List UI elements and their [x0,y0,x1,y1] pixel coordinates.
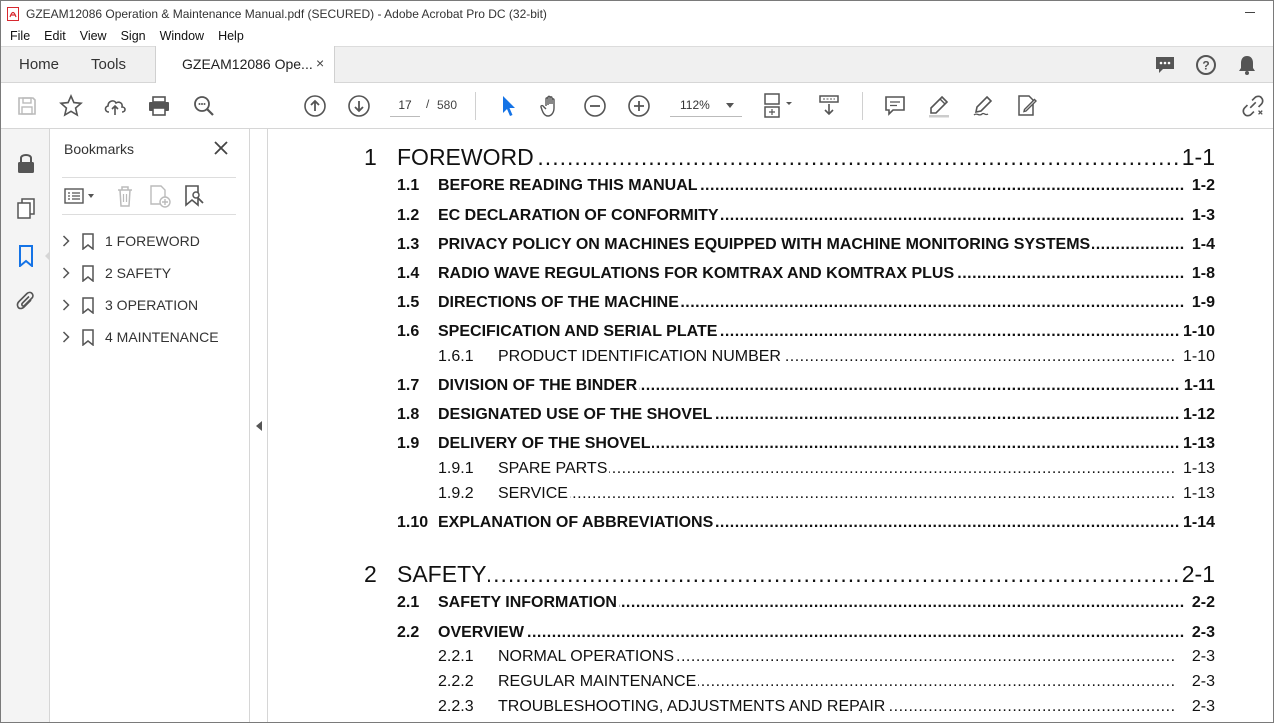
toc-number: 1.7 [397,377,420,394]
bookmark-item-operation[interactable] [60,289,250,321]
toolbar-divider [862,92,863,120]
bookmarks-panel-icon[interactable] [13,243,39,269]
toc-title: BEFORE READING THIS MANUAL ..... [438,177,1184,195]
notification-bell-icon[interactable] [1235,53,1259,77]
toc-page: 1-4 [1188,236,1215,254]
toc-number: 2.1 [397,594,420,611]
navigation-rail [1,129,50,723]
tab-tools[interactable]: Tools [91,56,127,73]
bookmark-label: 4 MAINTENANCE [105,329,219,345]
toc-number: 1.5 [397,294,420,311]
add-comment-icon[interactable] [883,94,907,118]
bookmark-item-foreword[interactable] [60,225,250,257]
toc-number: 1.2 [397,207,420,224]
toc-title: DELIVERY OF THE SHOVEL ..... [438,435,1184,453]
bookmarks-panel [50,129,250,723]
bookmark-label: 1 FOREWORD [105,233,200,249]
bookmark-icon [81,328,95,346]
bookmark-label: 2 SAFETY [105,265,172,281]
toc-title: SPARE PARTS ..... [498,460,1174,478]
toc-page: 1-3 [1188,207,1215,225]
chevron-right-icon[interactable] [60,331,72,343]
chevron-right-icon[interactable] [60,299,72,311]
collapse-arrow-icon[interactable] [256,421,262,431]
toc-page: 2-2 [1188,594,1215,612]
hand-tool-icon[interactable] [539,94,563,118]
toc-number: 1.9.1 [438,460,474,477]
tab-document-label: GZEAM12086 Ope... [182,56,313,72]
panel-collapse-strip[interactable] [250,129,268,723]
toc-title: TROUBLESHOOTING, ADJUSTMENTS AND REPAIR ..... [498,698,1174,716]
comment-bubble-icon[interactable] [1153,53,1177,77]
title-bar [1,1,1273,26]
pdf-page-view [269,129,1273,723]
menu-sign[interactable]: Sign [120,29,146,43]
menu-view[interactable]: View [79,29,107,43]
toc-page: 1-13 [1179,435,1215,453]
zoom-in-icon[interactable] [627,94,651,118]
bookmark-item-maintenance[interactable] [60,321,250,353]
fill-sign-icon[interactable] [1015,94,1039,118]
cloud-upload-icon[interactable] [103,94,127,118]
main-toolbar [1,83,1273,129]
tab-bar [1,46,1273,83]
menu-help[interactable]: Help [218,29,244,43]
toc-page: 1-11 [1180,377,1215,395]
toc-number: 1 [364,144,377,170]
toc-number: 1.9 [397,435,420,452]
menu-bar [1,26,1273,46]
toc-page: 2-3 [1188,648,1215,666]
tab-document[interactable] [155,46,335,84]
bookmarks-toolbar [62,177,236,215]
toc-number: 1.3 [397,236,420,253]
page-thumbnails-icon[interactable] [13,196,39,222]
toc-title: DIVISION OF THE BINDER ..... [438,377,1184,395]
draw-signature-icon[interactable] [971,94,995,118]
toc-title: NORMAL OPERATIONS ..... [498,648,1174,666]
toc-title: SPECIFICATION AND SERIAL PLATE ..... [438,323,1184,341]
bookmark-label: 3 OPERATION [105,297,199,313]
toc-page: 1-2 [1188,177,1215,195]
toc-title: DIRECTIONS OF THE MACHINE ..... [438,294,1184,312]
toc-page: 2-3 [1188,624,1215,642]
lock-icon[interactable] [13,150,39,176]
next-page-icon[interactable] [347,94,371,118]
toc-page: 2-1 [1178,561,1215,588]
scroll-mode-icon[interactable] [817,94,841,118]
help-icon[interactable] [1194,53,1218,77]
menu-edit[interactable]: Edit [44,29,66,43]
toc-title: PRIVACY POLICY ON MACHINES EQUIPPED WITH MACHINE MONITORING SYSTEMS ..... [438,236,1184,254]
toc-page: 1-10 [1179,323,1215,341]
window-title: GZEAM12086 Operation & Maintenance Manual.pdf (SECURED) - Adobe Acrobat Pro DC (32-bit) [26,6,547,21]
toc-page: 1-1 [1178,144,1215,171]
previous-page-icon[interactable] [303,94,327,118]
bookmarks-list [60,225,250,353]
toc-page: 2-3 [1188,673,1215,691]
toc-number: 1.10 [397,514,429,531]
zoom-out-icon[interactable] [583,94,607,118]
bookmark-search-icon[interactable] [182,183,206,209]
toc-page: 1-8 [1188,265,1215,283]
menu-file[interactable]: File [10,29,31,43]
toc-number: 2.2 [397,624,420,641]
tab-home[interactable]: Home [19,56,60,73]
toc-title: EC DECLARATION OF CONFORMITY ..... [438,207,1184,225]
toc-page: 1-14 [1179,514,1215,532]
share-link-icon[interactable] [1241,94,1265,118]
bookmark-icon [81,296,95,314]
toc-title: SAFETY ..... [397,561,1183,588]
page-number-input[interactable]: 17 [390,93,420,117]
toc-page: 1-13 [1179,460,1215,478]
menu-window[interactable]: Window [159,29,205,43]
toc-title: OVERVIEW ..... [438,624,1184,642]
toc-page: 1-13 [1179,485,1215,503]
chevron-down-icon [726,103,734,108]
toc-number: 2.2.3 [438,698,474,715]
toc-number: 2.2.2 [438,673,474,690]
close-icon[interactable] [212,139,230,157]
zoom-level-select[interactable] [670,93,742,117]
toc-number: 1.9.2 [438,485,474,502]
toc-title: EXPLANATION OF ABBREVIATIONS ..... [438,514,1184,532]
print-icon[interactable] [147,94,171,118]
minimize-button[interactable] [1245,12,1255,13]
toolbar-divider [475,92,476,120]
chevron-right-icon[interactable] [60,235,72,247]
page-fit-icon[interactable] [761,94,797,118]
bookmark-icon [81,264,95,282]
toc-page: 1-10 [1179,348,1215,366]
toc-title: REGULAR MAINTENANCE ..... [498,673,1174,691]
toc-title: DESIGNATED USE OF THE SHOVEL ..... [438,406,1184,424]
chevron-right-icon[interactable] [60,267,72,279]
toc-title: RADIO WAVE REGULATIONS FOR KOMTRAX AND KOMTRAX PLUS ..... [438,265,1184,283]
svg-text:?: ? [1202,58,1210,73]
toc-number: 2 [364,561,377,587]
bookmark-item-safety[interactable] [60,257,250,289]
toc-title: PRODUCT IDENTIFICATION NUMBER ..... [498,348,1174,366]
close-tab-icon[interactable]: × [316,55,325,71]
toc-number: 1.6 [397,323,420,340]
save-icon[interactable] [15,94,39,118]
toc-page: 1-12 [1179,406,1215,424]
select-cursor-icon[interactable] [495,94,519,118]
toc-number: 1.8 [397,406,420,423]
bookmark-options-icon[interactable] [64,183,98,209]
highlight-pen-icon[interactable] [927,94,951,118]
attachment-icon[interactable] [13,289,39,315]
delete-bookmark-icon[interactable] [114,183,136,209]
bookmark-star-icon[interactable] [59,94,83,118]
toc-number: 2.2.1 [438,648,474,665]
toc-page: 2-3 [1188,698,1215,716]
toc-title: SERVICE ..... [498,485,1174,503]
bookmarks-panel-title: Bookmarks [64,141,135,157]
toc-title: SAFETY INFORMATION ..... [438,594,1184,612]
bookmark-icon [81,232,95,250]
page-separator: / [426,97,430,111]
toc-page: 1-9 [1188,294,1215,312]
new-bookmark-icon[interactable] [148,183,172,209]
page-total: 580 [437,98,458,112]
toc-number: 1.1 [397,177,420,194]
acrobat-app-icon [6,6,20,21]
zoom-level-value: 112% [680,98,710,112]
toc-number: 1.6.1 [438,348,474,365]
toc-number: 1.4 [397,265,420,282]
find-zoom-icon[interactable] [192,94,216,118]
toc-title: FOREWORD ..... [397,144,1183,171]
